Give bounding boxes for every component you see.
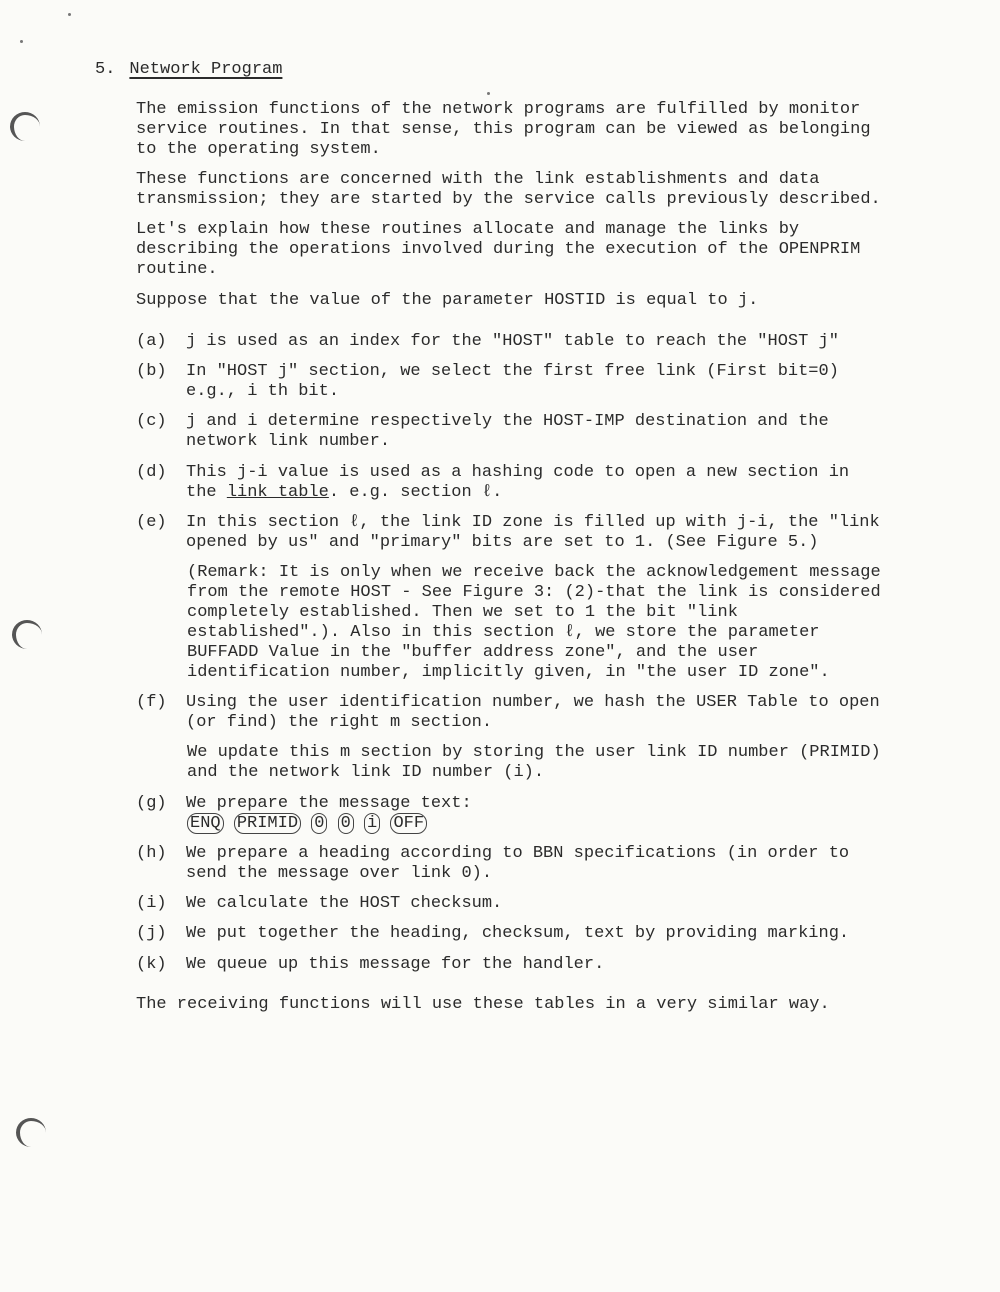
message-token: PRIMID <box>234 813 301 834</box>
section-heading <box>95 60 282 80</box>
paragraph-functions: These functions are concerned with the link establishments and data transmission; they are started by the service calls previously described. <box>136 170 881 209</box>
item-label: (f) <box>136 693 167 712</box>
item-label: (i) <box>136 894 167 913</box>
item-text: j and i determine respectively the HOST-IMP destination and the network link number. <box>186 412 829 451</box>
item-label: (e) <box>136 513 167 532</box>
item-text: Using the user identification number, we hash the USER Table to open (or find) the right m section. <box>186 693 880 732</box>
item-text: We calculate the HOST checksum. <box>186 894 503 913</box>
punch-hole-middle <box>12 620 42 649</box>
list-item <box>136 463 896 503</box>
message-token: OFF <box>390 813 427 834</box>
item-label: (k) <box>136 955 167 974</box>
item-label: (j) <box>136 924 167 943</box>
list-item <box>136 412 896 452</box>
punch-hole-bottom <box>16 1118 46 1147</box>
paragraph-explain: Let's explain how these routines allocate and manage the links by describing the operations involved during the execution of the OPENPRIM routine. <box>136 220 861 279</box>
list-item <box>136 924 896 944</box>
link-table-term: link table <box>226 483 329 502</box>
speck <box>487 92 490 95</box>
item-text <box>186 463 886 503</box>
remark-paragraph: (Remark: It is only when we receive back the acknowledgement message from the remote HOST - See Figure 3: (2)-that the link is considered completely established. Then we set to 1 the bit "link established".). Also in this section ℓ, we store the parameter BUFFADD Value in the "buffer address zone", and the user identification number, implicitly given, in "the user ID zone". <box>187 563 881 682</box>
list-item <box>136 693 896 733</box>
message-token: 0 <box>338 813 354 834</box>
speck <box>20 40 23 43</box>
item-text: j is used as an index for the "HOST" table to reach the "HOST j" <box>186 332 839 351</box>
item-text: We prepare a heading according to BBN specifications (in order to send the message over link 0). <box>186 844 850 883</box>
closing-paragraph: The receiving functions will use these tables in a very similar way. <box>136 995 830 1014</box>
list-item <box>136 894 896 914</box>
message-token: i <box>364 813 380 834</box>
paragraph-suppose: Suppose that the value of the parameter HOSTID is equal to j. <box>136 291 759 310</box>
item-label: (a) <box>136 332 167 351</box>
item-label: (d) <box>136 463 167 482</box>
paragraph-emission: The emission functions of the network programs are fulfilled by monitor service routines. In that sense, this program can be viewed as belonging to the operating system. <box>136 100 871 159</box>
item-text: We prepare the message text: <box>186 794 472 813</box>
item-text: We queue up this message for the handler. <box>186 955 605 974</box>
list-item <box>136 844 896 884</box>
item-label: (g) <box>136 794 167 813</box>
item-text-pre: This j-i value is used as a hashing code to open a new section in the <box>186 463 850 502</box>
speck <box>68 13 71 16</box>
punch-hole-top <box>10 112 40 141</box>
list-item <box>136 362 896 402</box>
list-item <box>136 332 896 352</box>
list-item <box>136 513 896 553</box>
list-item <box>136 794 896 814</box>
section-title: Network Program <box>129 60 283 79</box>
item-text: In this section ℓ, the link ID zone is filled up with j-i, the "link opened by us" and "primary" bits are set to 1. (See Figure 5.) <box>186 513 880 552</box>
item-text: In "HOST j" section, we select the first free link (First bit=0) e.g., i th bit. <box>186 362 839 401</box>
message-text-sequence <box>187 814 897 834</box>
list-item <box>136 955 896 975</box>
update-paragraph: We update this m section by storing the user link ID number (PRIMID) and the network link ID number (i). <box>187 743 881 782</box>
item-label: (c) <box>136 412 167 431</box>
item-label: (b) <box>136 362 167 381</box>
message-token: ENQ <box>187 813 224 834</box>
section-number: 5. <box>95 60 116 79</box>
item-text: We put together the heading, checksum, text by providing marking. <box>186 924 850 943</box>
item-text-post: . e.g. section ℓ. <box>328 483 503 502</box>
message-token: 0 <box>311 813 327 834</box>
item-label: (h) <box>136 844 167 863</box>
